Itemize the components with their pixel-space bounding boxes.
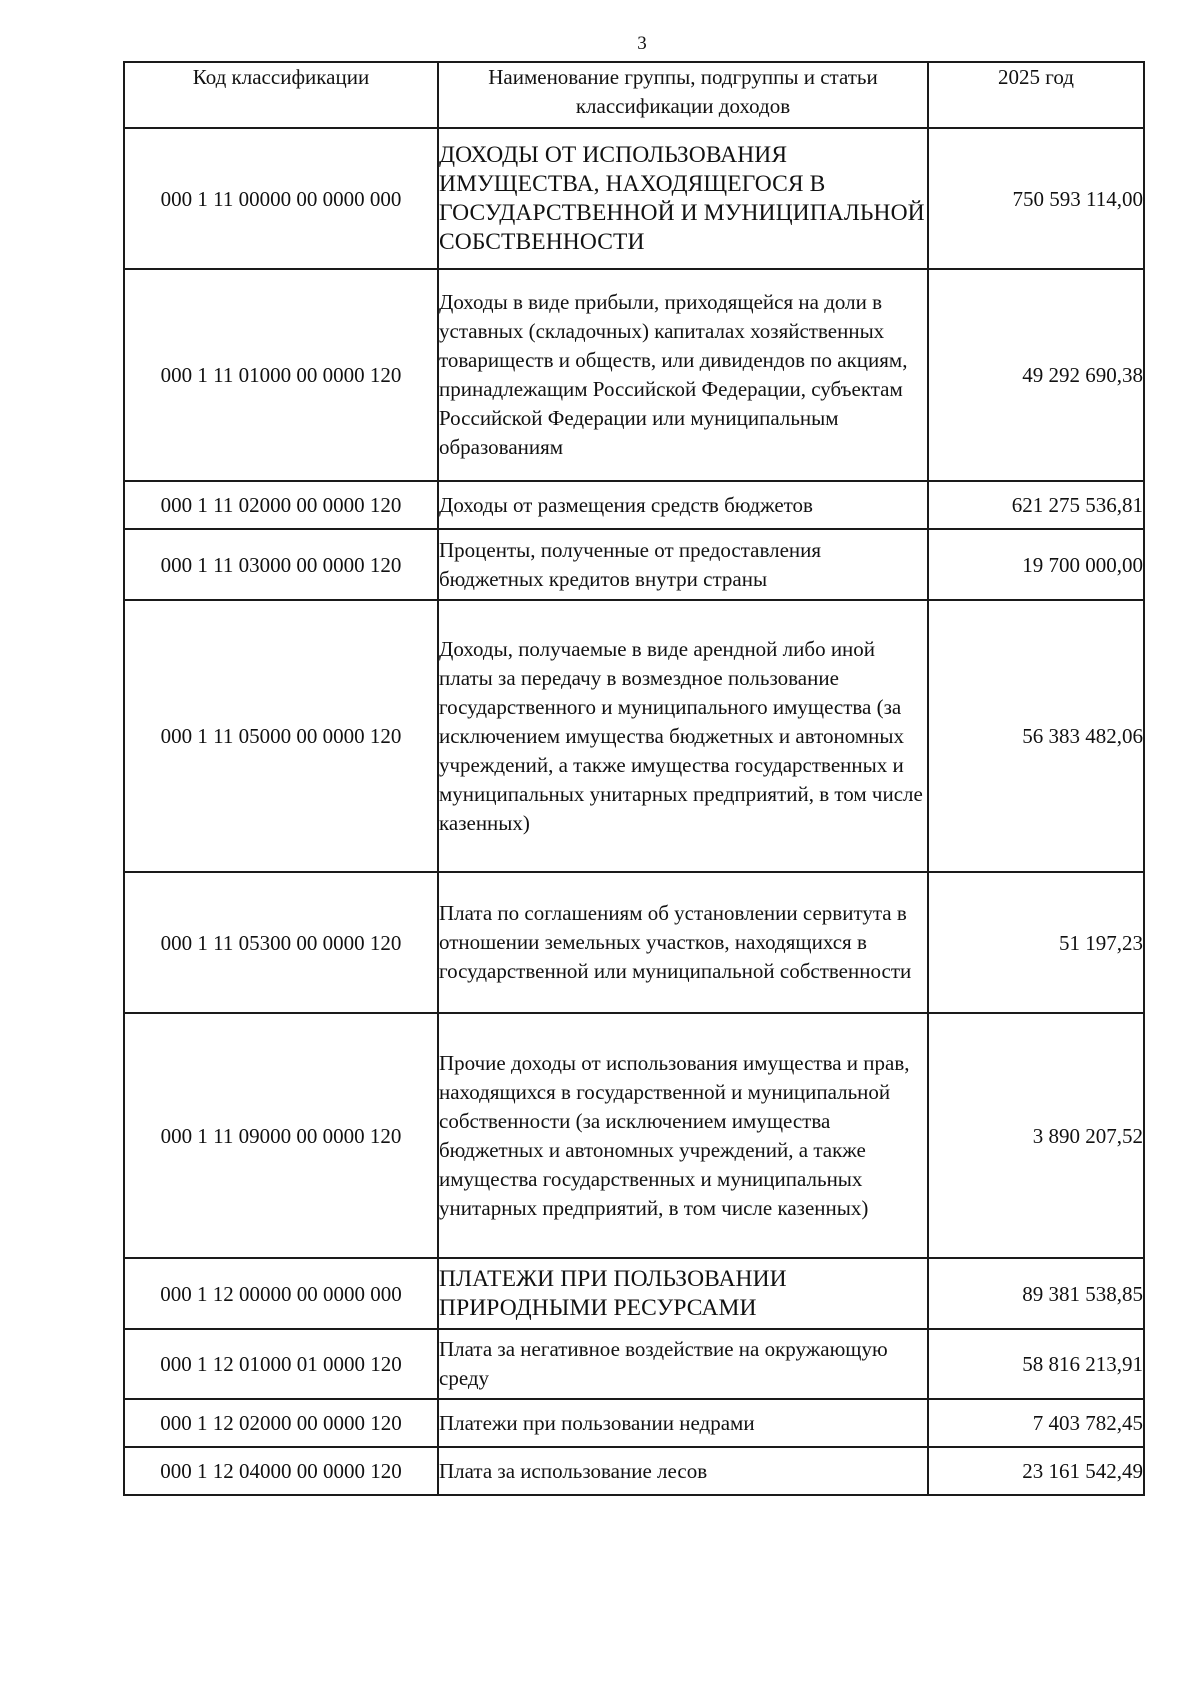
row-name: ДОХОДЫ ОТ ИСПОЛЬЗОВАНИЯ ИМУЩЕСТВА, НАХОДЯЩЕГОСЯ В ГОСУДАРСТВЕННОЙ И МУНИЦИПАЛЬНОЙ СОБСТВЕННОСТИ <box>438 128 928 269</box>
table-row <box>124 128 1144 269</box>
row-code: 000 1 11 03000 00 0000 120 <box>124 529 438 600</box>
row-name: Прочие доходы от использования имущества и прав, находящихся в государственной и муниципальной собственности (за исключением имущества бюджетных и автономных учреждений, а также имущества государственных и муниципальных унитарных предприятий, в том числе казенных) <box>438 1013 928 1258</box>
row-code: 000 1 12 02000 00 0000 120 <box>124 1399 438 1447</box>
row-name: Плата по соглашениям об установлении сервитута в отношении земельных участков, находящихся в государственной или муниципальной собственности <box>438 872 928 1013</box>
row-amount: 51 197,23 <box>928 872 1144 1013</box>
row-amount: 56 383 482,06 <box>928 600 1144 872</box>
row-amount: 621 275 536,81 <box>928 481 1144 529</box>
table-row <box>124 529 1144 600</box>
table-row <box>124 269 1144 481</box>
row-name: Доходы от размещения средств бюджетов <box>438 481 928 529</box>
income-classification-table <box>123 61 1145 1496</box>
header-group-name: Наименование группы, подгруппы и статьи классификации доходов <box>438 62 928 128</box>
table-row <box>124 1013 1144 1258</box>
row-code: 000 1 11 00000 00 0000 000 <box>124 128 438 269</box>
header-year-2025: 2025 год <box>928 62 1144 128</box>
table-row <box>124 872 1144 1013</box>
row-name: Плата за использование лесов <box>438 1447 928 1495</box>
row-code: 000 1 11 09000 00 0000 120 <box>124 1013 438 1258</box>
table-row <box>124 1258 1144 1329</box>
row-code: 000 1 11 01000 00 0000 120 <box>124 269 438 481</box>
row-amount: 58 816 213,91 <box>928 1329 1144 1399</box>
page-number: 3 <box>637 33 647 54</box>
table-row <box>124 1329 1144 1399</box>
row-amount: 49 292 690,38 <box>928 269 1144 481</box>
row-amount: 23 161 542,49 <box>928 1447 1144 1495</box>
row-amount: 19 700 000,00 <box>928 529 1144 600</box>
row-amount: 750 593 114,00 <box>928 128 1144 269</box>
table-row <box>124 1399 1144 1447</box>
row-code: 000 1 11 02000 00 0000 120 <box>124 481 438 529</box>
row-code: 000 1 12 01000 01 0000 120 <box>124 1329 438 1399</box>
header-classification-code: Код классификации <box>124 62 438 128</box>
table-header-row <box>124 62 1144 128</box>
row-name: ПЛАТЕЖИ ПРИ ПОЛЬЗОВАНИИ ПРИРОДНЫМИ РЕСУРСАМИ <box>438 1258 928 1329</box>
row-amount: 3 890 207,52 <box>928 1013 1144 1258</box>
row-name: Плата за негативное воздействие на окружающую среду <box>438 1329 928 1399</box>
table-row <box>124 481 1144 529</box>
row-amount: 89 381 538,85 <box>928 1258 1144 1329</box>
row-code: 000 1 12 04000 00 0000 120 <box>124 1447 438 1495</box>
row-name: Платежи при пользовании недрами <box>438 1399 928 1447</box>
table-row <box>124 1447 1144 1495</box>
row-code: 000 1 12 00000 00 0000 000 <box>124 1258 438 1329</box>
row-amount: 7 403 782,45 <box>928 1399 1144 1447</box>
row-code: 000 1 11 05000 00 0000 120 <box>124 600 438 872</box>
row-code: 000 1 11 05300 00 0000 120 <box>124 872 438 1013</box>
row-name: Проценты, полученные от предоставления бюджетных кредитов внутри страны <box>438 529 928 600</box>
row-name: Доходы в виде прибыли, приходящейся на доли в уставных (складочных) капиталах хозяйственных товариществ и обществ, или дивидендов по акциям, принадлежащим Российской Федерации, субъектам Российской Федерации или муниципальным образованиям <box>438 269 928 481</box>
row-name: Доходы, получаемые в виде арендной либо иной платы за передачу в возмездное пользование государственного и муниципального имущества (за исключением имущества бюджетных и автономных учреждений, а также имущества государственных и муниципальных унитарных предприятий, в том числе казенных) <box>438 600 928 872</box>
table-row <box>124 600 1144 872</box>
